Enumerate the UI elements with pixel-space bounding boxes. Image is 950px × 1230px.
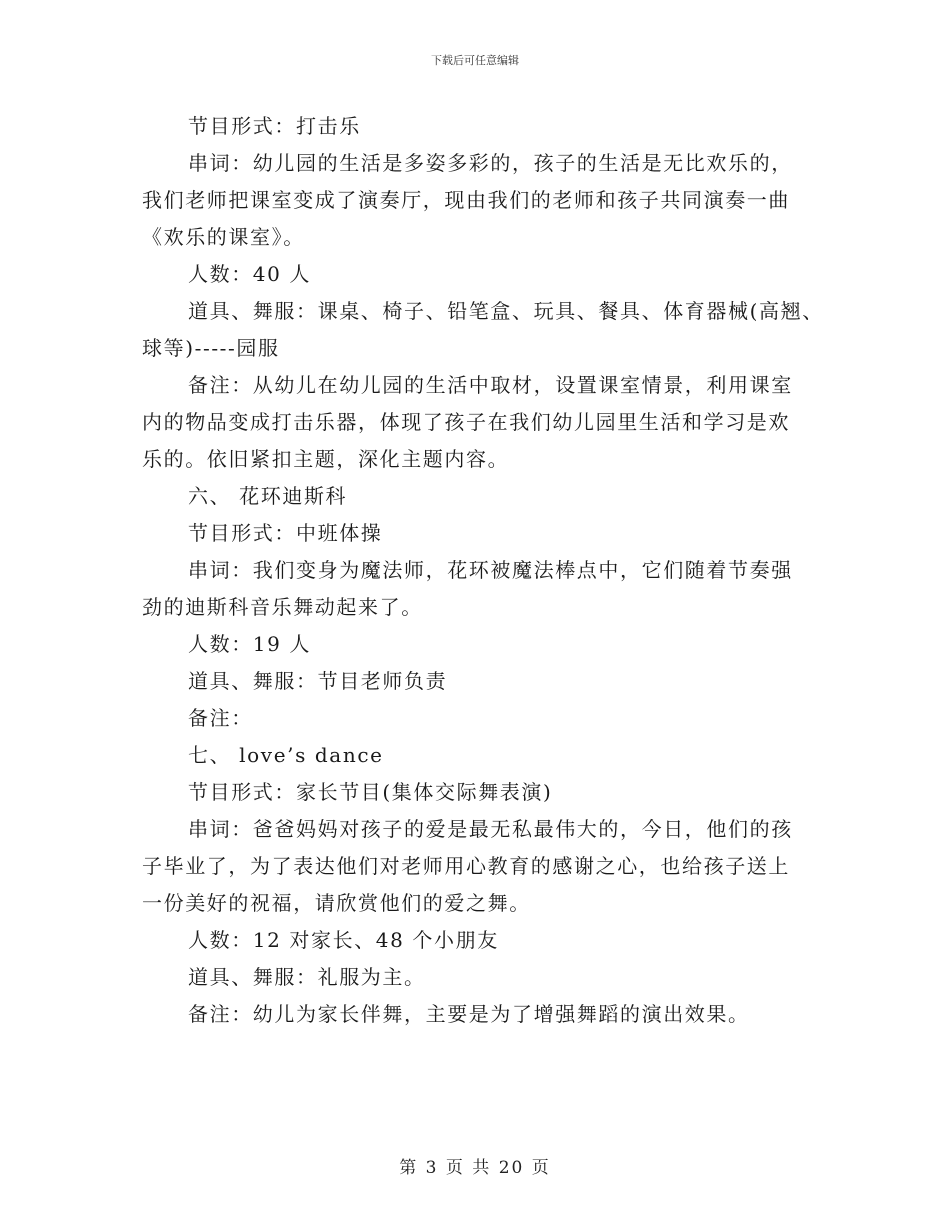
page-header: 下载后可任意编辑 [431,54,519,67]
text-line: 备注：幼儿为家长伴舞，主要是为了增强舞蹈的演出效果。 [188,1002,750,1026]
text-line: 人数：19 人 [188,632,312,656]
text-line: 我们老师把课室变成了演奏厅，现由我们的老师和孩子共同演奏一曲 [142,188,790,212]
text-line: 七、 love’s dance [188,743,384,767]
text-line: 球等)-----园服 [142,336,280,360]
text-line: 串词：爸爸妈妈对孩子的爱是最无私最伟大的，今日，他们的孩 [188,817,793,841]
text-line: 六、 花环迪斯科 [188,484,348,508]
text-line: 内的物品变成打击乐器，体现了孩子在我们幼儿园里生活和学习是欢 [142,410,790,434]
text-line: 道具、舞服：节目老师负责 [188,669,448,693]
text-line: 劲的迪斯科音乐舞动起来了。 [142,595,423,619]
text-line: 人数：40 人 [188,262,312,286]
text-line: 备注： [188,706,253,730]
text-line: 串词：我们变身为魔法师，花环被魔法棒点中，它们随着节奏强 [188,558,793,582]
text-line: 节目形式：中班体操 [188,521,383,545]
text-line: 《欢乐的课室》。 [142,225,305,249]
document-body [142,108,822,1033]
text-line: 备注：从幼儿在幼儿园的生活中取材，设置课室情景，利用课室 [188,373,793,397]
text-line: 乐的。依旧紧扣主题，深化主题内容。 [142,447,510,471]
text-line: 人数：12 对家长、48 个小朋友 [188,928,499,952]
text-line: 节目形式：打击乐 [188,114,361,138]
text-line: 节目形式：家长节目(集体交际舞表演) [188,780,553,804]
page-footer: 第 3 页 共 20 页 [399,1158,551,1178]
text-line: 道具、舞服：课桌、椅子、铅笔盒、玩具、餐具、体育器械(高翘、 [188,299,824,323]
text-line: 道具、舞服：礼服为主。 [188,965,426,989]
text-line: 子毕业了，为了表达他们对老师用心教育的感谢之心，也给孩子送上 [142,854,790,878]
text-line: 串词：幼儿园的生活是多姿多彩的，孩子的生活是无比欢乐的， [188,151,793,175]
text-line: 一份美好的祝福，请欣赏他们的爱之舞。 [142,891,531,915]
